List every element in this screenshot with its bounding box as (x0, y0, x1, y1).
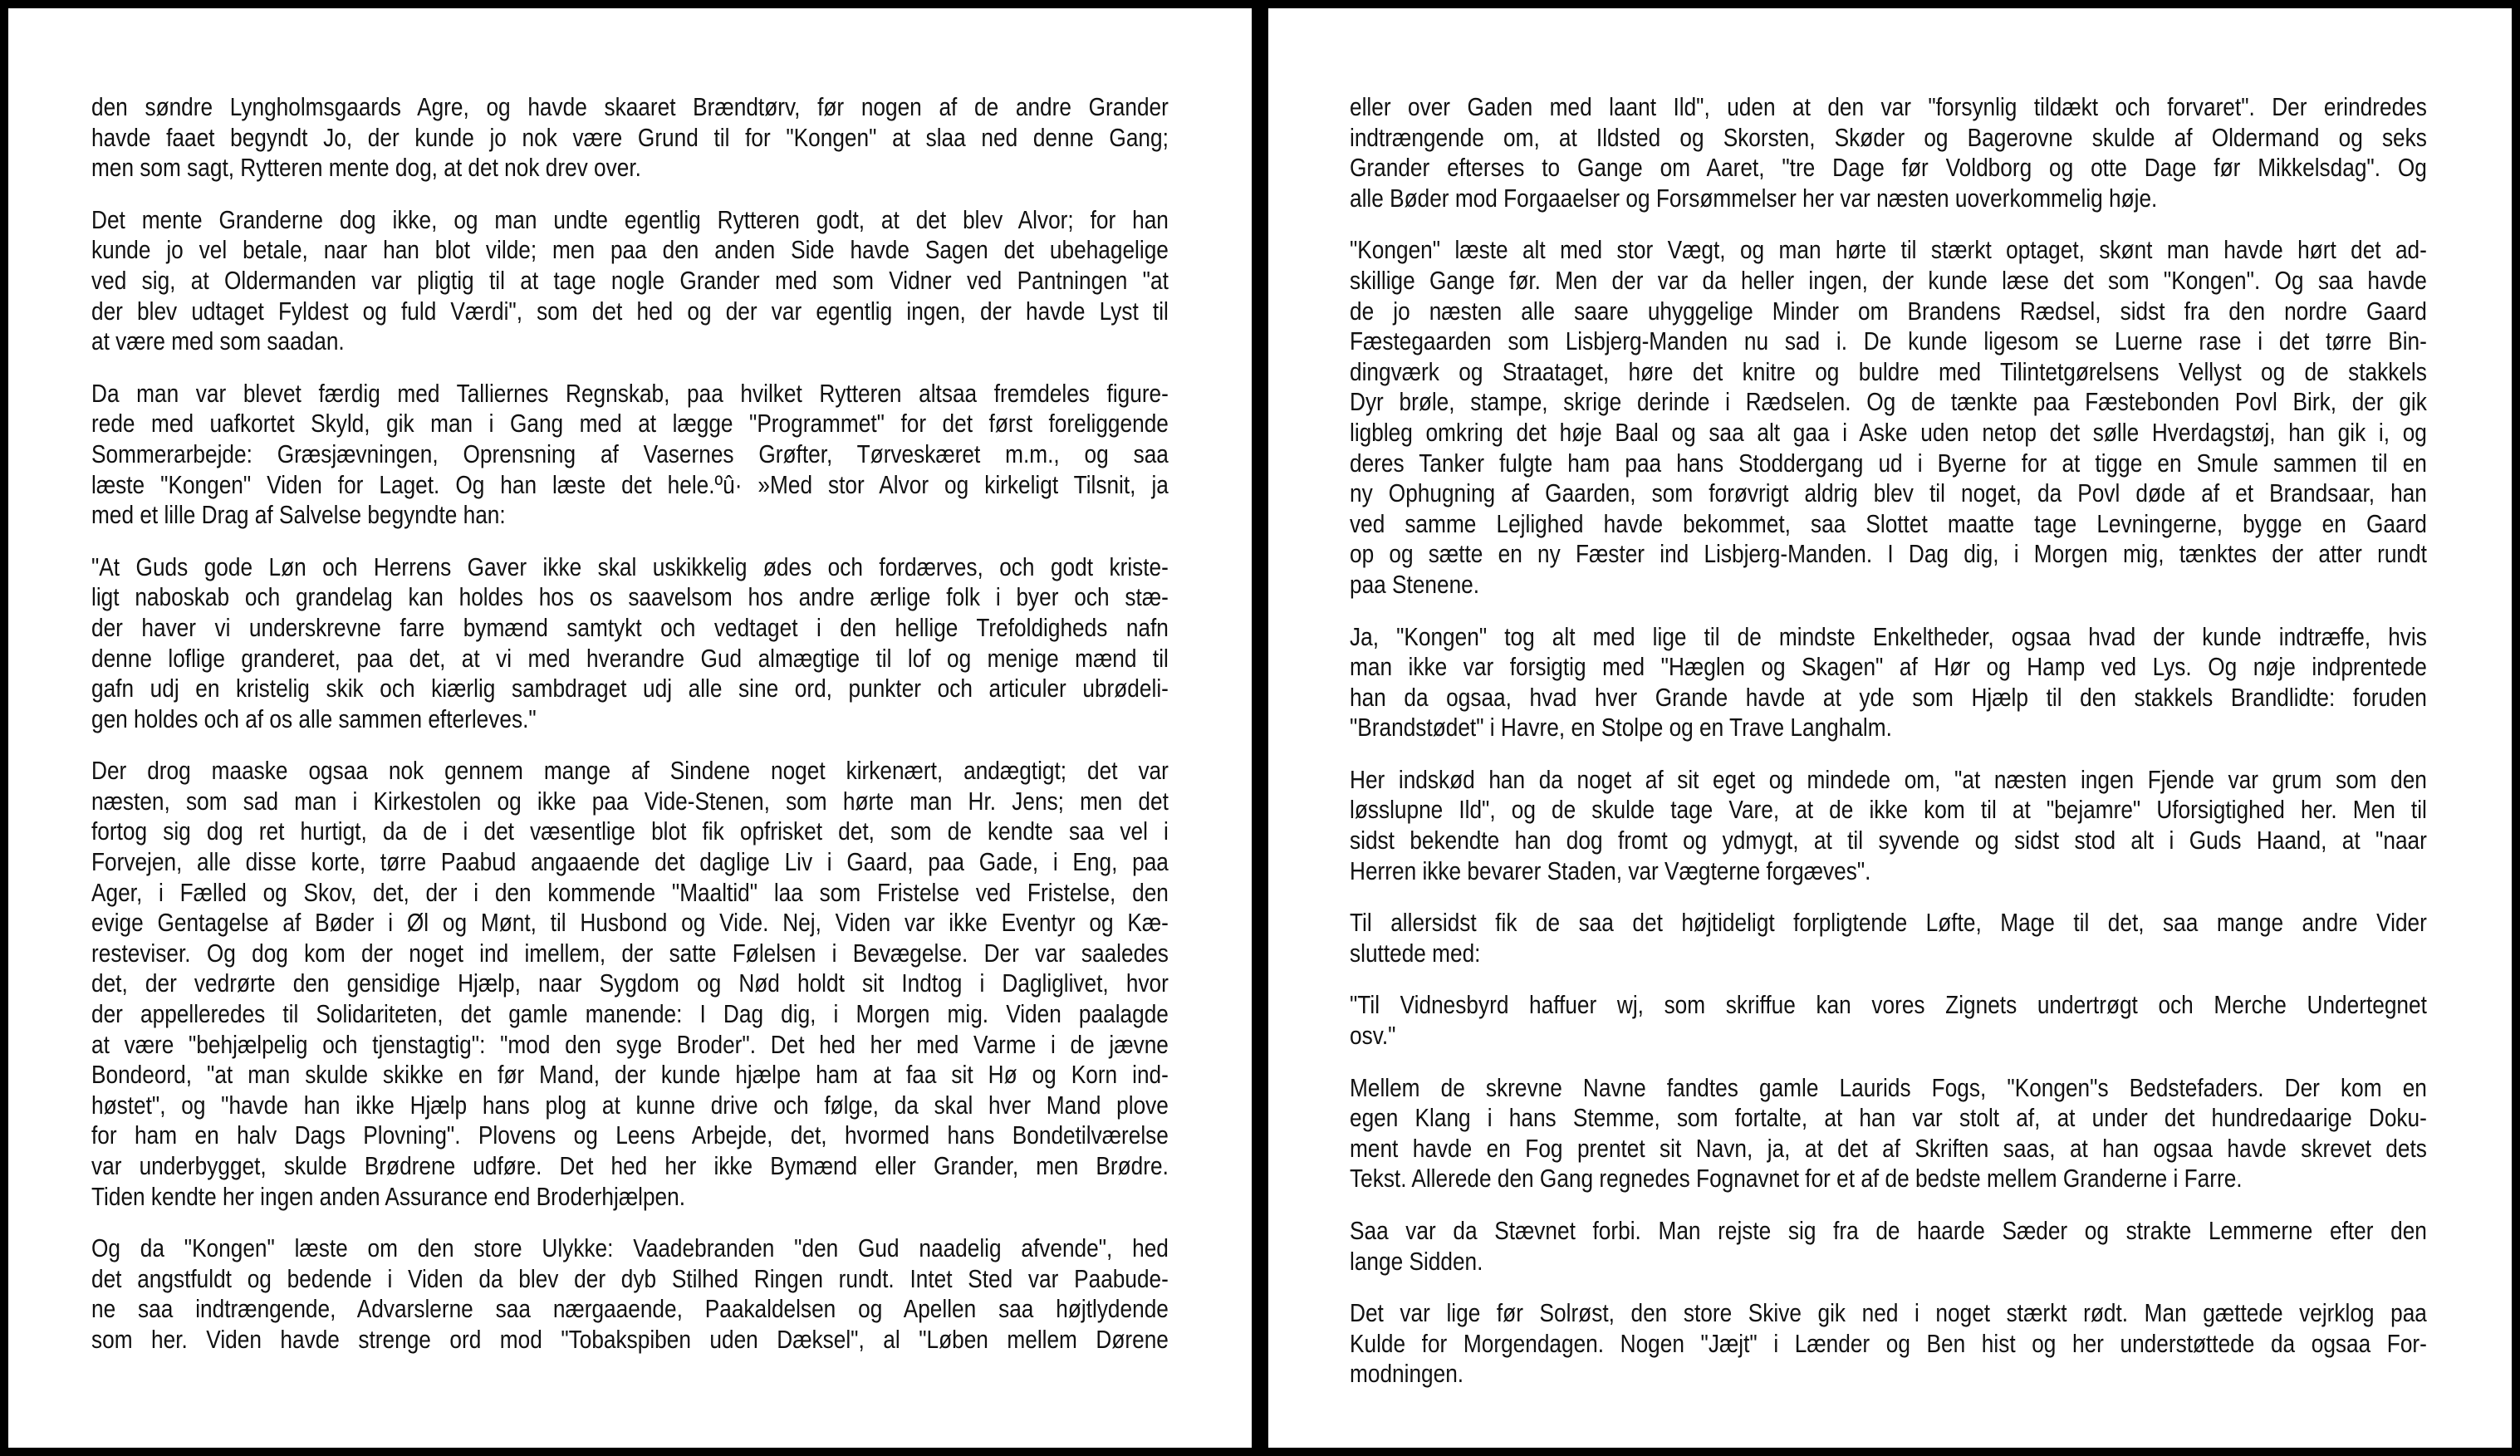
paragraph (1350, 990, 2427, 1051)
text-line: Kulde for Morgendagen. Nogen "Jæjt" i Lænder og Ben hist og her understøttede da ogsaa For- (1350, 1329, 2427, 1358)
text-line: det, der vedrørte den gensidige Hjælp, naar Sygdom og Nød holdt sit Indtog i Dagliglivet, hvor (91, 969, 1169, 998)
paragraph (91, 205, 1169, 357)
text-line: evige Gentagelse af Bøder i Øl og Mønt, til Husbond og Vide. Nej, Viden var ikke Eventyr og Kæ- (91, 909, 1169, 938)
text-line: Mellem de skrevne Navne fandtes gamle Laurids Fogs, "Kongen"s Bedstefaders. Der kom en (1350, 1073, 2427, 1102)
text-line: ved sig, at Oldermanden var pligtig til at tage nogle Grander med som Vidner ved Pantningen "at (91, 266, 1169, 295)
text-line: Her indskød han da noget af sit eget og mindede om, "at næsten ingen Fjende var grum som den (1350, 765, 2427, 794)
text-line: deres Tanker fulgte ham paa hans Stoddergang ud i Byerne for at tigge en Smule sammen til en (1350, 449, 2427, 478)
text-line: sidst bekendte han dog fromt og ydmygt, at til syvende og sidst stod alt i Guds Haand, at "naar (1350, 826, 2427, 855)
paragraph (1350, 92, 2427, 213)
text-line: det angstfuldt og bedende i Viden da blev der dyb Stilhed Ringen rundt. Intet Sted var Paabude- (91, 1264, 1169, 1293)
text-line: gafn udj en kristelig skik och kiærlig sambdraget udj alle sine ord, punkter och articuler ubrødeli- (91, 674, 1169, 703)
paragraph (1350, 1216, 2427, 1277)
text-line: Det var lige før Solrøst, den store Skive gik ned i noget stærkt rødt. Man gættede vejrklog paa (1350, 1299, 2427, 1328)
text-line: men som sagt, Rytteren mente dog, at det nok drev over. (91, 154, 641, 183)
right-page-text (1350, 92, 2427, 1411)
paragraph (1350, 235, 2427, 600)
text-line: kunde jo vel betale, naar han blot vilde; men paa den anden Side havde Sagen det ubehagelige (91, 236, 1169, 265)
paragraph (91, 1233, 1169, 1355)
text-line: som her. Viden havde strenge ord mod "Tobakspiben uden Dæksel", al "Løben mellem Dørene (91, 1325, 1169, 1354)
text-line: Forvejen, alle disse korte, tørre Paabud angaaende det daglige Liv i Gaard, paa Gade, i Eng, paa (91, 848, 1169, 877)
paragraph (91, 552, 1169, 735)
text-line: osv." (1350, 1022, 1396, 1051)
text-line: ny Ophugning af Gaarden, som forøvrigt aldrig blev til noget, da Povl døde af et Brandsaar, han (1350, 479, 2427, 508)
text-line: denne loflige granderet, paa det, at vi med hverandre Gud almægtige til lof og menige mænd til (91, 644, 1169, 673)
text-line: at være med som saadan. (91, 327, 345, 356)
text-line: "At Guds gode Løn och Herrens Gaver ikke skal uskikkelig ødes och fordærves, och godt kriste- (91, 552, 1169, 581)
text-line: Da man var blevet færdig med Talliernes Regnskab, paa hvilket Rytteren altsaa fremdeles figure- (91, 379, 1169, 408)
text-line: ved samme Lejlighed havde bekommet, saa Slottet maatte tage Levningerne, bygge en Gaard (1350, 509, 2427, 538)
text-line: havde faaet begyndt Jo, der kunde jo nok være Grund til for "Kongen" at slaa ned denne Gang; (91, 123, 1169, 152)
text-line: Og da "Kongen" læste om den store Ulykke: Vaadebranden "den Gud naadelig afvende", hed (91, 1234, 1169, 1263)
text-line: for ham en halv Dags Plovning". Plovens og Leens Arbejde, det, hvormed hans Bondetilværelse (91, 1121, 1169, 1150)
text-line: der haver vi underskrevne farre bymænd samtykt och vedtaget i den hellige Trefoldigheds nafn (91, 613, 1169, 642)
text-line: "Brandstødet" i Havre, en Stolpe og en Trave Langhalm. (1350, 713, 1892, 743)
text-line: Bondeord, "at man skulde skikke en før Mand, der kunde hjælpe ham at faa sit Hø og Korn ind- (91, 1061, 1169, 1090)
right-page (1268, 8, 2512, 1448)
paragraph (1350, 765, 2427, 886)
text-line: næsten, som sad man i Kirkestolen og ikke paa Vide-Stenen, som hørte man Hr. Jens; men det (91, 787, 1169, 816)
paragraph (1350, 1298, 2427, 1390)
text-line: Det mente Granderne dog ikke, og man undte egentlig Rytteren godt, at det blev Alvor; for han (91, 205, 1169, 234)
text-line: "Kongen" læste alt med stor Vægt, og man hørte til stærkt optaget, skønt man havde hørt det ad- (1350, 236, 2427, 265)
paragraph (91, 92, 1169, 184)
left-page (8, 8, 1252, 1448)
text-line: lange Sidden. (1350, 1247, 1483, 1276)
text-line: Til allersidst fik de saa det højtideligt forpligtende Løfte, Mage til det, saa mange andre Vider (1350, 909, 2427, 938)
text-line: Herren ikke bevarer Staden, var Vægterne forgæves". (1350, 856, 1871, 885)
text-line: Fæstegaarden som Lisbjerg-Manden nu sad i. De kunde ligesom se Luerne rase i det tørre Bin- (1350, 327, 2427, 356)
text-line: at være "behjælpelig och tjenstagtig": "mod den syge Broder". Det hed her med Varme i de jævne (91, 1030, 1169, 1059)
text-line: skillige Gange før. Men der var da heller ingen, der kunde læse det som "Kongen". Og saa havde (1350, 266, 2427, 295)
text-line: "Til Vidnesbyrd haffuer wj, som skriffue kan vores Zignets undertrøgt och Merche Undertegnet (1350, 991, 2427, 1020)
text-line: der appelleredes til Solidariteten, det gamle manende: I Dag dig, i Morgen mig. Viden paalagde (91, 1000, 1169, 1029)
paragraph (1350, 1073, 2427, 1194)
text-line: den søndre Lyngholmsgaards Agre, og havde skaaret Brændtørv, før nogen af de andre Grander (91, 93, 1169, 121)
text-line: ne saa indtrængende, Advarslerne saa nærgaaende, Paakaldelsen og Apellen saa højtlydende (91, 1295, 1169, 1324)
text-line: eller over Gaden med laant Ild", uden at den var "forsynlig tildækt och forvaret". Der erindredes (1350, 93, 2427, 121)
text-line: ligbleg omkring det høje Baal og saa alt gaa i Aske uden netop det sølle Hverdagstøj, han gik i, og (1350, 418, 2427, 447)
text-line: de jo næsten alle saare uhyggelige Minder om Brandens Rædsel, sidst fra den nordre Gaard (1350, 297, 2427, 326)
text-line: gen holdes och af os alle sammen efterleves." (91, 704, 537, 733)
text-line: op og sætte en ny Fæster ind Lisbjerg-Manden. I Dag dig, i Morgen mig, tænktes der atter rundt (1350, 540, 2427, 569)
text-line: sluttede med: (1350, 939, 1481, 968)
text-line: ment havde en Fog prentet sit Navn, ja, at det af Skriften saas, at han ogsaa havde skrevet dets (1350, 1134, 2427, 1163)
text-line: man ikke var forsigtig med "Hæglen og Skagen" af Hør og Hamp ved Lys. Og nøje indprentede (1350, 653, 2427, 682)
text-line: Tekst. Allerede den Gang regnedes Fognavnet for et af de bedste mellem Granderne i Farre. (1350, 1164, 2243, 1194)
paragraph (1350, 908, 2427, 968)
text-line: alle Bøder mod Forgaaelser og Forsømmelser her var næsten uoverkommelig høje. (1350, 184, 2158, 213)
text-line: der blev udtaget Fyldest og fuld Værdi", som det hed og der var egentlig ingen, der havde Lyst til (91, 297, 1169, 326)
text-line: modningen. (1350, 1360, 1464, 1389)
text-line: han da ogsaa, hvad hver Grande havde at yde som Hjælp til den stakkels Brandlidte: foruden (1350, 683, 2427, 712)
text-line: Grander efterses to Gange om Aaret, "tre Dage før Voldborg og otte Dage før Mikkelsdag". Og (1350, 154, 2427, 183)
text-line: med et lille Drag af Salvelse begyndte han: (91, 501, 506, 530)
text-line: dingværk og Straataget, høre det knitre og buldre med Tilintetgørelsens Vellyst og de stakkels (1350, 357, 2427, 386)
text-line: løsslupne Ild", og de skulde tage Vare, at de ikke kom til at "bejamre" Uforsigtighed her. Men til (1350, 796, 2427, 825)
text-line: Tiden kendte her ingen anden Assurance end Broderhjælpen. (91, 1182, 686, 1211)
text-line: Dyr brøle, stampe, skrige derinde i Rædselen. Og de tænkte paa Fæstebonden Povl Birk, der gik (1350, 388, 2427, 417)
text-line: Der drog maaske ogsaa nok gennem mange af Sindene noget kirkenært, andægtigt; det var (91, 757, 1169, 786)
text-line: læste "Kongen" Viden for Laget. Og han læste det hele.ºû· »Med stor Alvor og kirkeligt Tilsnit, ja (91, 470, 1169, 499)
text-line: rede med uafkortet Skyld, gik man i Gang med at lægge "Programmet" for det først foreliggende (91, 409, 1169, 439)
text-line: resteviser. Og dog kom der noget ind imellem, der satte Følelsen i Bevægelse. Der var saaledes (91, 939, 1169, 968)
text-line: fortog sig dog ret hurtigt, da de i det væsentlige blot fik opfrisket det, som de kendte saa vel i (91, 817, 1169, 846)
text-line: Ager, i Fælled og Skov, det, der i den kommende "Maaltid" laa som Fristelse ved Fristelse, den (91, 878, 1169, 907)
text-line: høstet", og "havde han ikke Hjælp hans plog at kunne drive och følge, da skal hver Mand plove (91, 1091, 1169, 1120)
paragraph (1350, 622, 2427, 743)
text-line: Sommerarbejde: Græsjævningen, Oprensning af Vasernes Grøfter, Tørveskæret m.m., og saa (91, 439, 1169, 468)
text-line: egen Klang i hans Stemme, som fortalte, at han var stolt af, at under det hundredaarige Doku- (1350, 1104, 2427, 1133)
text-line: var underbygget, skulde Brødrene udføre. Det hed her ikke Bymænd eller Grander, men Brødre. (91, 1152, 1169, 1180)
left-page-text (91, 92, 1169, 1377)
text-line: paa Stenene. (1350, 570, 1480, 599)
text-line: ligt naboskab och grandelag kan holdes hos os saavelsom hos andre ærlige folk i byer och stæ- (91, 583, 1169, 612)
text-line: Saa var da Stævnet forbi. Man rejste sig fra de haarde Sæder og strakte Lemmerne efter den (1350, 1217, 2427, 1245)
text-line: Ja, "Kongen" tog alt med lige til de mindste Enkeltheder, ogsaa hvad der kunde indtræffe, hvis (1350, 622, 2427, 651)
text-line: indtrængende om, at Ildsted og Skorsten, Skøder og Bagerovne skulde af Oldermand og seks (1350, 123, 2427, 152)
paragraph (91, 756, 1169, 1212)
paragraph (91, 379, 1169, 531)
